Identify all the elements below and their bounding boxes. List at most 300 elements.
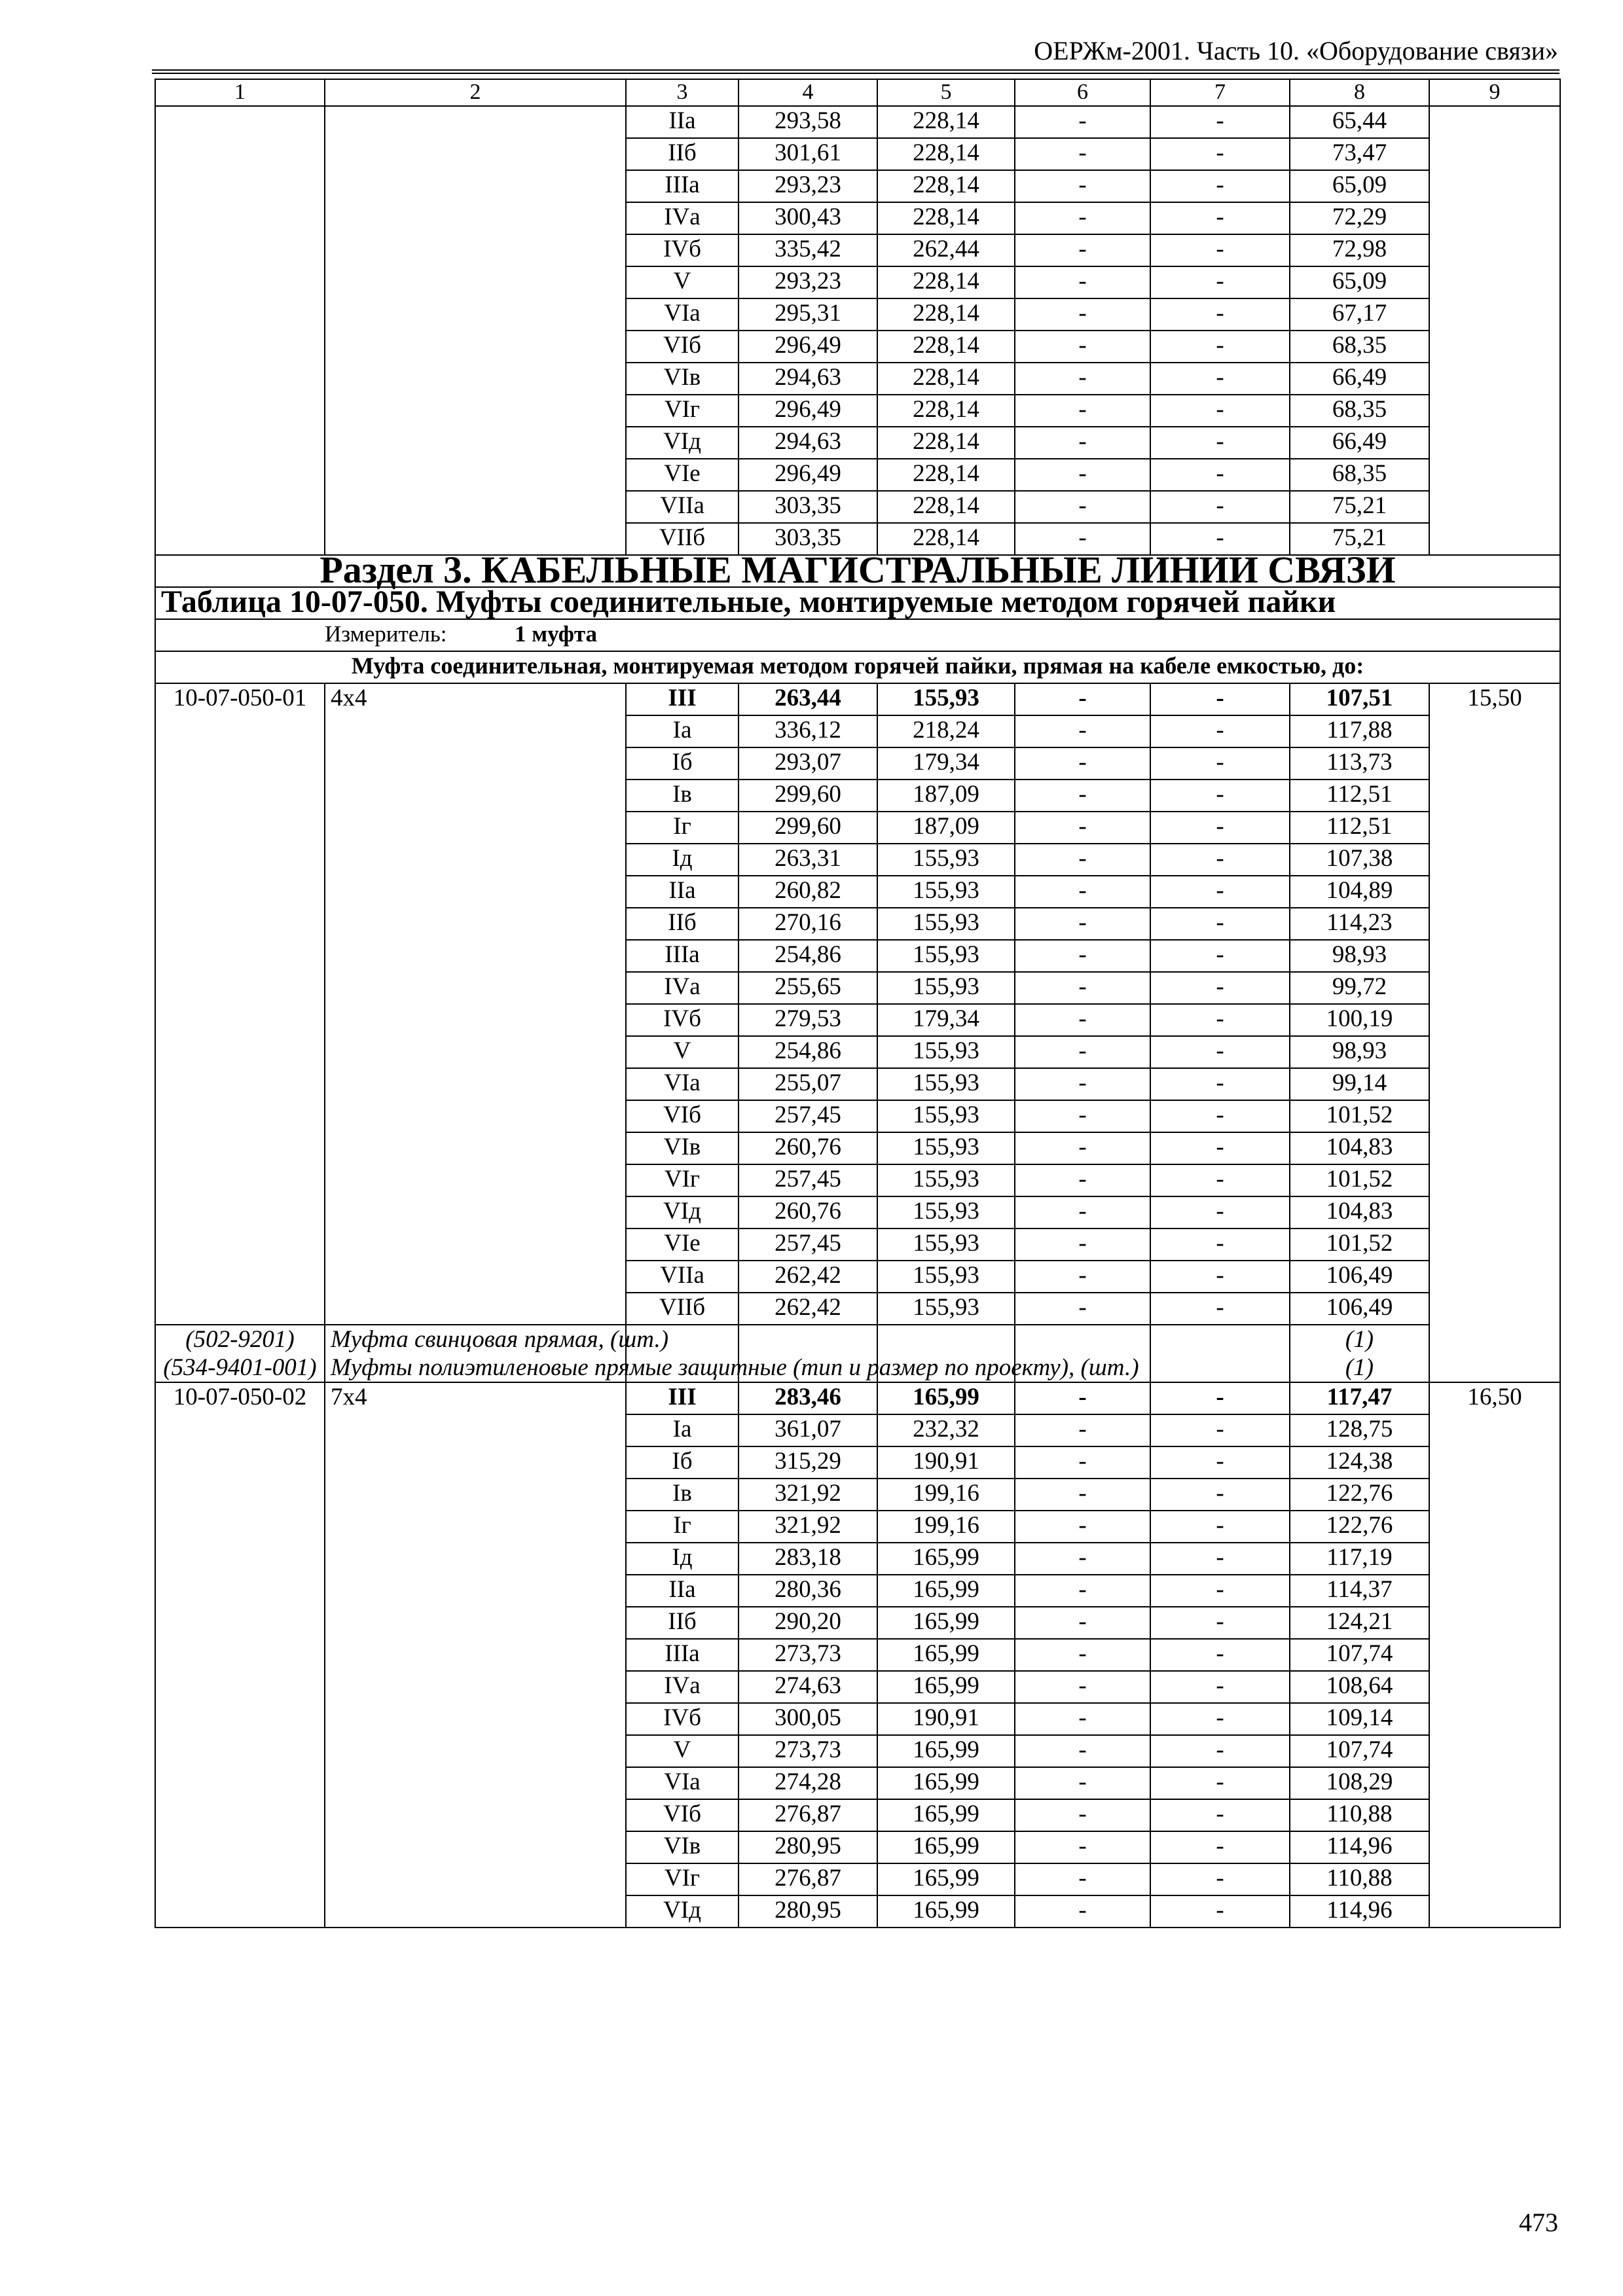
value-cell: -	[1015, 1703, 1150, 1735]
value-cell: 262,42	[739, 1261, 877, 1293]
column-number: 4	[739, 79, 877, 106]
resource-qty: (1)	[1290, 1354, 1429, 1382]
value-cell: 257,45	[739, 1164, 877, 1196]
value-cell: 300,43	[739, 202, 877, 234]
value-cell: 155,93	[877, 972, 1015, 1004]
value-cell: 228,14	[877, 459, 1015, 491]
measure-value: 1 муфта	[515, 621, 598, 647]
value-cell: 165,99	[877, 1543, 1015, 1575]
value-cell: -	[1150, 523, 1290, 555]
empty-cell	[877, 1325, 1015, 1354]
value-cell: VIIа	[626, 491, 739, 523]
value-cell: 283,46	[739, 1382, 877, 1414]
value-cell: -	[1015, 1004, 1150, 1036]
value-cell: -	[1015, 491, 1150, 523]
value-cell: -	[1015, 1831, 1150, 1863]
value-cell: -	[1150, 683, 1290, 715]
value-cell: -	[1015, 715, 1150, 747]
value-cell: Iг	[626, 812, 739, 844]
value-cell: V	[626, 1036, 739, 1068]
value-cell: 228,14	[877, 298, 1015, 331]
value-cell: 104,83	[1290, 1132, 1429, 1164]
value-cell: 273,73	[739, 1735, 877, 1767]
value-cell: 108,29	[1290, 1767, 1429, 1799]
empty-cell	[1150, 1354, 1290, 1382]
value-cell: 228,14	[877, 427, 1015, 459]
value-cell: -	[1150, 1132, 1290, 1164]
value-cell: 296,49	[739, 331, 877, 363]
value-cell: 155,93	[877, 940, 1015, 972]
value-cell: 294,63	[739, 363, 877, 395]
item-code: 10-07-050-02	[155, 1382, 325, 1928]
value-cell: 65,44	[1290, 106, 1429, 138]
value-cell: IIIа	[626, 1639, 739, 1671]
value-cell: 294,63	[739, 427, 877, 459]
value-cell: 187,09	[877, 780, 1015, 812]
value-cell: VIд	[626, 1196, 739, 1229]
value-cell: 68,35	[1290, 395, 1429, 427]
value-cell: 276,87	[739, 1799, 877, 1831]
value-cell: -	[1150, 1100, 1290, 1132]
value-cell: -	[1150, 1068, 1290, 1100]
item-code: 10-07-050-01	[155, 683, 325, 1325]
value-cell: Iв	[626, 1479, 739, 1511]
value-cell: -	[1150, 1293, 1290, 1325]
value-cell: 72,29	[1290, 202, 1429, 234]
value-cell: 65,09	[1290, 170, 1429, 202]
value-cell: IIб	[626, 908, 739, 940]
value-cell: 218,24	[877, 715, 1015, 747]
value-cell: 104,89	[1290, 876, 1429, 908]
column-number: 2	[325, 79, 626, 106]
value-cell: VIе	[626, 1229, 739, 1261]
value-cell: 128,75	[1290, 1414, 1429, 1446]
value-cell: 260,76	[739, 1196, 877, 1229]
value-cell: -	[1015, 1639, 1150, 1671]
value-cell: IIIа	[626, 940, 739, 972]
value-cell: 165,99	[877, 1799, 1015, 1831]
value-cell: -	[1150, 972, 1290, 1004]
value-cell: 254,86	[739, 1036, 877, 1068]
resource-qty: (1)	[1290, 1325, 1429, 1354]
value-cell: 262,44	[877, 234, 1015, 266]
value-cell: Iг	[626, 1511, 739, 1543]
value-cell: Iа	[626, 715, 739, 747]
value-cell: -	[1150, 715, 1290, 747]
value-cell: 155,93	[877, 876, 1015, 908]
value-cell: -	[1015, 1414, 1150, 1446]
value-cell: 112,51	[1290, 780, 1429, 812]
value-cell: 280,95	[739, 1895, 877, 1928]
value-cell: -	[1150, 1863, 1290, 1895]
value-cell: 155,93	[877, 1229, 1015, 1261]
value-cell: 155,93	[877, 1293, 1015, 1325]
value-cell: 273,73	[739, 1639, 877, 1671]
value-cell: 68,35	[1290, 459, 1429, 491]
value-cell: 270,16	[739, 908, 877, 940]
value-cell: 75,21	[1290, 523, 1429, 555]
value-cell: -	[1015, 812, 1150, 844]
value-cell: 72,98	[1290, 234, 1429, 266]
value-cell: -	[1150, 138, 1290, 170]
value-cell: -	[1015, 298, 1150, 331]
value-cell: 255,07	[739, 1068, 877, 1100]
value-cell: 295,31	[739, 298, 877, 331]
value-cell: -	[1015, 202, 1150, 234]
value-cell: 280,36	[739, 1575, 877, 1607]
resource-code: (502-9201)	[155, 1325, 325, 1354]
value-cell: 299,60	[739, 812, 877, 844]
value-cell: -	[1015, 1036, 1150, 1068]
empty-cell	[739, 1325, 877, 1354]
value-cell: -	[1150, 1767, 1290, 1799]
value-cell: 190,91	[877, 1703, 1015, 1735]
value-cell: 117,88	[1290, 715, 1429, 747]
value-cell: 114,96	[1290, 1895, 1429, 1928]
value-cell: 228,14	[877, 170, 1015, 202]
value-cell: -	[1150, 234, 1290, 266]
value-cell: VIг	[626, 1863, 739, 1895]
value-cell: 228,14	[877, 491, 1015, 523]
measure-row	[155, 619, 1560, 651]
value-cell: Iд	[626, 844, 739, 876]
value-cell: -	[1015, 1895, 1150, 1928]
group-heading: Муфта соединительная, монтируемая методом горячей пайки, прямая на кабеле емкостью, до:	[155, 651, 1560, 683]
value-cell: IVб	[626, 234, 739, 266]
value-cell: 255,65	[739, 972, 877, 1004]
value-cell: -	[1150, 1639, 1290, 1671]
value-cell: 263,31	[739, 844, 877, 876]
value-cell: 122,76	[1290, 1511, 1429, 1543]
value-cell: -	[1015, 138, 1150, 170]
value-cell: -	[1150, 780, 1290, 812]
value-cell: -	[1150, 1382, 1290, 1414]
value-cell: 228,14	[877, 395, 1015, 427]
value-cell: -	[1150, 202, 1290, 234]
value-cell: 165,99	[877, 1382, 1015, 1414]
column-number: 6	[1015, 79, 1150, 106]
running-title: ОЕРЖм-2001. Часть 10. «Оборудование связи»	[1034, 36, 1558, 65]
column-number-row	[155, 79, 1560, 106]
value-cell: 109,14	[1290, 1703, 1429, 1735]
value-cell: -	[1015, 363, 1150, 395]
resource-row	[155, 1354, 1560, 1382]
value-cell: -	[1150, 1607, 1290, 1639]
value-cell: 117,19	[1290, 1543, 1429, 1575]
value-cell: IIIа	[626, 170, 739, 202]
value-cell: 66,49	[1290, 363, 1429, 395]
value-cell: -	[1150, 1543, 1290, 1575]
column-number: 8	[1290, 79, 1429, 106]
value-cell: 110,88	[1290, 1863, 1429, 1895]
value-cell: -	[1150, 844, 1290, 876]
value-cell: 279,53	[739, 1004, 877, 1036]
empty-cell	[1015, 1325, 1150, 1354]
value-cell: 165,99	[877, 1767, 1015, 1799]
value-cell: VIе	[626, 459, 739, 491]
value-cell: -	[1150, 876, 1290, 908]
value-cell: 117,47	[1290, 1382, 1429, 1414]
col9-cell	[1429, 106, 1560, 555]
col9-cell: 16,50	[1429, 1382, 1560, 1928]
value-cell: -	[1150, 1831, 1290, 1863]
value-cell: VIа	[626, 298, 739, 331]
value-cell: IIа	[626, 1575, 739, 1607]
value-cell: VIб	[626, 1100, 739, 1132]
value-cell: IVа	[626, 1671, 739, 1703]
value-cell: VIб	[626, 1799, 739, 1831]
value-cell: 228,14	[877, 363, 1015, 395]
value-cell: -	[1015, 1068, 1150, 1100]
value-cell: -	[1015, 940, 1150, 972]
code-cell	[155, 106, 325, 555]
value-cell: 336,12	[739, 715, 877, 747]
value-cell: -	[1015, 1293, 1150, 1325]
value-cell: -	[1015, 106, 1150, 138]
value-cell: -	[1150, 1196, 1290, 1229]
value-cell: 301,61	[739, 138, 877, 170]
value-cell: -	[1015, 395, 1150, 427]
value-cell: 73,47	[1290, 138, 1429, 170]
value-cell: -	[1015, 1543, 1150, 1575]
value-cell: 75,21	[1290, 491, 1429, 523]
value-cell: 293,07	[739, 747, 877, 780]
value-cell: -	[1150, 1575, 1290, 1607]
column-number: 5	[877, 79, 1015, 106]
value-cell: 228,14	[877, 202, 1015, 234]
value-cell: 293,58	[739, 106, 877, 138]
value-cell: 114,37	[1290, 1575, 1429, 1607]
value-cell: -	[1150, 331, 1290, 363]
value-cell: 165,99	[877, 1863, 1015, 1895]
value-cell: -	[1015, 972, 1150, 1004]
value-cell: 283,18	[739, 1543, 877, 1575]
value-cell: 107,38	[1290, 844, 1429, 876]
value-cell: Iв	[626, 780, 739, 812]
value-cell: 155,93	[877, 1196, 1015, 1229]
group-heading-row	[155, 651, 1560, 683]
value-cell: -	[1150, 298, 1290, 331]
value-cell: 165,99	[877, 1575, 1015, 1607]
value-cell: VIв	[626, 1132, 739, 1164]
value-cell: -	[1150, 1004, 1290, 1036]
value-cell: -	[1150, 1703, 1290, 1735]
value-cell: -	[1015, 1132, 1150, 1164]
value-cell: Iа	[626, 1414, 739, 1446]
value-cell: -	[1015, 1100, 1150, 1132]
table-row	[155, 683, 1560, 715]
value-cell: 98,93	[1290, 940, 1429, 972]
value-cell: 228,14	[877, 266, 1015, 298]
value-cell: 101,52	[1290, 1164, 1429, 1196]
value-cell: -	[1150, 1036, 1290, 1068]
value-cell: IVб	[626, 1004, 739, 1036]
value-cell: -	[1015, 908, 1150, 940]
value-cell: VIа	[626, 1767, 739, 1799]
value-cell: 108,64	[1290, 1671, 1429, 1703]
value-cell: IIб	[626, 1607, 739, 1639]
value-cell: 107,74	[1290, 1639, 1429, 1671]
value-cell: 101,52	[1290, 1229, 1429, 1261]
value-cell: 155,93	[877, 844, 1015, 876]
value-cell: 263,44	[739, 683, 877, 715]
value-cell: -	[1150, 106, 1290, 138]
value-cell: 101,52	[1290, 1100, 1429, 1132]
value-cell: -	[1015, 1479, 1150, 1511]
value-cell: -	[1150, 427, 1290, 459]
value-cell: VIд	[626, 1895, 739, 1928]
value-cell: 274,63	[739, 1671, 877, 1703]
value-cell: -	[1015, 1382, 1150, 1414]
value-cell: 99,14	[1290, 1068, 1429, 1100]
value-cell: -	[1150, 1229, 1290, 1261]
value-cell: IIа	[626, 106, 739, 138]
value-cell: 112,51	[1290, 812, 1429, 844]
value-cell: -	[1015, 1196, 1150, 1229]
column-number: 9	[1429, 79, 1560, 106]
value-cell: VIа	[626, 1068, 739, 1100]
value-cell: VIIб	[626, 1293, 739, 1325]
value-cell: 155,93	[877, 908, 1015, 940]
value-cell: -	[1015, 1261, 1150, 1293]
value-cell: 114,23	[1290, 908, 1429, 940]
value-cell: -	[1015, 1863, 1150, 1895]
value-cell: VIг	[626, 395, 739, 427]
value-cell: 293,23	[739, 170, 877, 202]
value-cell: VIг	[626, 1164, 739, 1196]
value-cell: VIв	[626, 363, 739, 395]
value-cell: 106,49	[1290, 1293, 1429, 1325]
value-cell: 179,34	[877, 747, 1015, 780]
value-cell: 228,14	[877, 331, 1015, 363]
value-cell: -	[1150, 363, 1290, 395]
value-cell: 290,20	[739, 1607, 877, 1639]
value-cell: 321,92	[739, 1479, 877, 1511]
value-cell: VIв	[626, 1831, 739, 1863]
page-number: 473	[1519, 2208, 1558, 2237]
value-cell: -	[1150, 1164, 1290, 1196]
value-cell: 113,73	[1290, 747, 1429, 780]
value-cell: 257,45	[739, 1100, 877, 1132]
value-cell: -	[1150, 1671, 1290, 1703]
value-cell: -	[1015, 1767, 1150, 1799]
value-cell: 303,35	[739, 491, 877, 523]
value-cell: -	[1150, 940, 1290, 972]
value-cell: 190,91	[877, 1446, 1015, 1479]
rates-table-body	[155, 79, 1560, 1928]
value-cell: -	[1015, 844, 1150, 876]
value-cell: 165,99	[877, 1671, 1015, 1703]
value-cell: 228,14	[877, 138, 1015, 170]
measure-cell	[155, 619, 1560, 651]
value-cell: 155,93	[877, 1261, 1015, 1293]
value-cell: -	[1015, 459, 1150, 491]
value-cell: 106,49	[1290, 1261, 1429, 1293]
value-cell: IIб	[626, 138, 739, 170]
value-cell: 280,95	[739, 1831, 877, 1863]
header-rule	[152, 73, 1559, 74]
value-cell: -	[1150, 266, 1290, 298]
value-cell: -	[1015, 876, 1150, 908]
value-cell: 99,72	[1290, 972, 1429, 1004]
value-cell: 361,07	[739, 1414, 877, 1446]
value-cell: -	[1015, 1575, 1150, 1607]
value-cell: 155,93	[877, 1068, 1015, 1100]
resource-name: Муфты полиэтиленовые прямые защитные (тип и размер по проекту), (шт.)	[325, 1354, 626, 1382]
value-cell: 155,93	[877, 1100, 1015, 1132]
value-cell: Iб	[626, 747, 739, 780]
value-cell: 232,32	[877, 1414, 1015, 1446]
value-cell: 260,82	[739, 876, 877, 908]
value-cell: 296,49	[739, 459, 877, 491]
value-cell: 165,99	[877, 1831, 1015, 1863]
resource-name: Муфта свинцовая прямая, (шт.)	[325, 1325, 626, 1354]
value-cell: IIа	[626, 876, 739, 908]
rates-table	[155, 79, 1561, 1928]
value-cell: 155,93	[877, 1164, 1015, 1196]
value-cell: -	[1150, 1414, 1290, 1446]
value-cell: 104,83	[1290, 1196, 1429, 1229]
value-cell: VIб	[626, 331, 739, 363]
value-cell: -	[1015, 683, 1150, 715]
value-cell: 293,23	[739, 266, 877, 298]
value-cell: -	[1015, 780, 1150, 812]
value-cell: V	[626, 266, 739, 298]
col9-cell: 15,50	[1429, 683, 1560, 1382]
value-cell: 335,42	[739, 234, 877, 266]
value-cell: -	[1015, 331, 1150, 363]
value-cell: -	[1150, 812, 1290, 844]
value-cell: -	[1150, 491, 1290, 523]
value-cell: III	[626, 683, 739, 715]
value-cell: 67,17	[1290, 298, 1429, 331]
value-cell: -	[1015, 1607, 1150, 1639]
table-row	[155, 106, 1560, 138]
value-cell: -	[1015, 1164, 1150, 1196]
resource-row	[155, 1325, 1560, 1354]
value-cell: -	[1015, 234, 1150, 266]
value-cell: -	[1150, 1479, 1290, 1511]
value-cell: IVб	[626, 1703, 739, 1735]
value-cell: 107,51	[1290, 683, 1429, 715]
value-cell: 100,19	[1290, 1004, 1429, 1036]
value-cell: 165,99	[877, 1735, 1015, 1767]
value-cell: -	[1150, 1261, 1290, 1293]
value-cell: VIд	[626, 427, 739, 459]
value-cell: -	[1015, 1799, 1150, 1831]
value-cell: 155,93	[877, 1132, 1015, 1164]
value-cell: 155,93	[877, 1036, 1015, 1068]
value-cell: VIIб	[626, 523, 739, 555]
name-cell	[325, 106, 626, 555]
value-cell: 155,93	[877, 683, 1015, 715]
value-cell: 276,87	[739, 1863, 877, 1895]
value-cell: 257,45	[739, 1229, 877, 1261]
value-cell: IVа	[626, 202, 739, 234]
section-title: Раздел 3. КАБЕЛЬНЫЕ МАГИСТРАЛЬНЫЕ ЛИНИИ СВЯЗИ	[155, 555, 1560, 587]
value-cell: -	[1015, 747, 1150, 780]
value-cell: 165,99	[877, 1607, 1015, 1639]
value-cell: -	[1015, 1735, 1150, 1767]
value-cell: -	[1150, 395, 1290, 427]
measure-label: Измеритель:	[325, 621, 447, 647]
value-cell: 228,14	[877, 106, 1015, 138]
value-cell: 179,34	[877, 1004, 1015, 1036]
value-cell: 187,09	[877, 812, 1015, 844]
value-cell: 107,74	[1290, 1735, 1429, 1767]
value-cell: -	[1150, 908, 1290, 940]
value-cell: 260,76	[739, 1132, 877, 1164]
